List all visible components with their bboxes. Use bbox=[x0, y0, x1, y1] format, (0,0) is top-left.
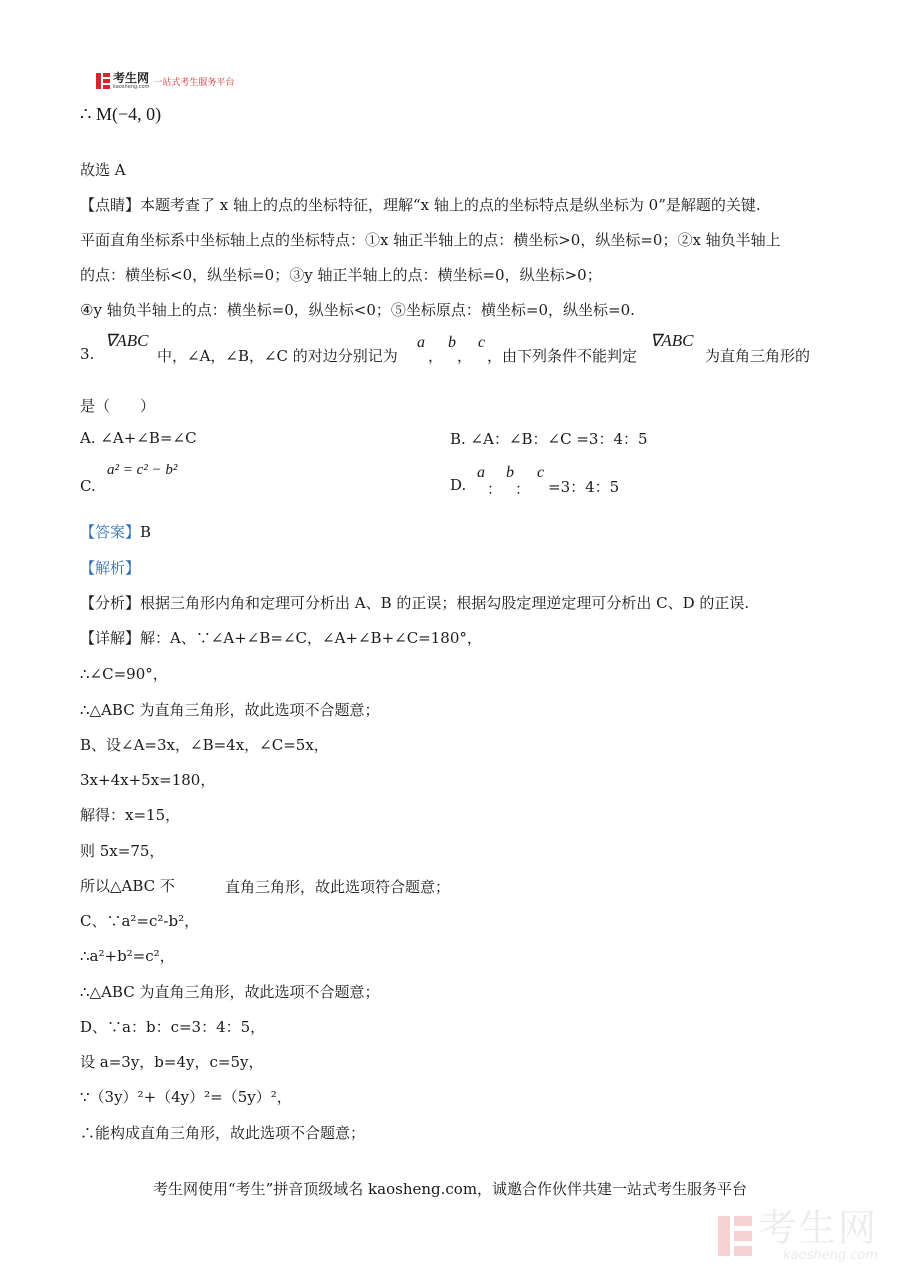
prev-choose: 故选 A bbox=[80, 161, 126, 179]
q3-option-c-label: C. bbox=[80, 477, 96, 495]
q3-option-b: B. ∠A：∠B：∠C =3：4：5 bbox=[450, 430, 648, 448]
q3-stem-2: ，由下列条件不能判定 bbox=[487, 347, 638, 365]
q3-triangle: ∇ABC bbox=[105, 331, 149, 350]
detail-line-14: ∵（3y）²+（4y）²=（5y）²， bbox=[80, 1088, 292, 1106]
watermark bbox=[718, 1208, 878, 1263]
detail-line-6: 解得：x=15， bbox=[80, 806, 181, 824]
answer-label: 【答案】 bbox=[80, 523, 141, 541]
q3-option-d-b: b bbox=[506, 464, 514, 481]
q3-stem-3: 为直角三角形的 bbox=[705, 347, 811, 365]
detail-line-10: ∴a²+b²=c²， bbox=[80, 947, 175, 965]
q3-option-c-math: a² = c² − b² bbox=[107, 462, 178, 478]
q3-option-d-colon-1: ： bbox=[487, 480, 503, 498]
watermark-domain: kaosheng.com bbox=[783, 1248, 878, 1263]
note-line-4: ④y 轴负半轴上的点：横坐标=0，纵坐标<0；⑤坐标原点：横坐标=0，纵坐标=0. bbox=[80, 301, 635, 319]
watermark-name: 考生网 bbox=[757, 1206, 878, 1250]
q3-side-b: b bbox=[448, 334, 456, 351]
detail-line-3: ∴△ABC 为直角三角形，故此选项不合题意； bbox=[80, 701, 380, 719]
logo-domain: kaosheng.com bbox=[113, 84, 150, 90]
detail-line-5: 3x+4x+5x=180， bbox=[80, 771, 216, 789]
detail-line-8b: 直角三角形，故此选项符合题意； bbox=[225, 878, 451, 896]
analysis-fenxi: 【分析】根据三角形内角和定理可分析出 A、B 的正误；根据勾股定理逆定理可分析出 C、D 的正误. bbox=[80, 594, 750, 612]
q3-option-d-colon-2: ： bbox=[515, 480, 531, 498]
q3-option-d-c: c bbox=[537, 464, 545, 481]
detail-line-2: ∴∠C=90°， bbox=[80, 665, 168, 683]
q3-stem-4: 是（ ） bbox=[80, 397, 156, 415]
detail-line-15: ∴能构成直角三角形，故此选项不合题意； bbox=[80, 1124, 366, 1142]
logo-name: 考生网 bbox=[113, 71, 150, 85]
q3-option-d-tail: =3：4：5 bbox=[548, 478, 620, 496]
detail-line-8a: 所以△ABC 不 bbox=[80, 877, 175, 895]
detail-line-11: ∴△ABC 为直角三角形，故此选项不合题意； bbox=[80, 983, 380, 1001]
q3-side-c: c bbox=[478, 334, 486, 351]
detail-line-4: B、设∠A=3x，∠B=4x，∠C=5x， bbox=[80, 736, 329, 754]
answer-value: B bbox=[140, 523, 152, 541]
answer-row bbox=[80, 522, 151, 542]
note-line-2: 平面直角坐标系中坐标轴上点的坐标特点：①x 轴正半轴上的点：横坐标>0，纵坐标=0；②x 轴负半轴上 bbox=[80, 231, 781, 249]
logo-slogan: 一站式考生服务平台 bbox=[153, 77, 235, 88]
q3-option-d-a: a bbox=[477, 464, 485, 481]
watermark-logo-icon bbox=[718, 1216, 752, 1256]
logo-icon bbox=[96, 73, 110, 89]
note-line-1: 【点睛】本题考查了 x 轴上的点的坐标特征，理解“x 轴上的点的坐标特点是纵坐标为 0”是解题的关键. bbox=[80, 196, 761, 214]
analysis-label: 【解析】 bbox=[80, 559, 141, 577]
q3-option-d-label: D. bbox=[450, 476, 467, 494]
q3-option-a: A. ∠A+∠B=∠C bbox=[80, 429, 197, 447]
q3-comma-1: ， bbox=[428, 347, 444, 365]
q3-stem-1: 中，∠A，∠B，∠C 的对边分别记为 bbox=[157, 347, 398, 365]
detail-line-9: C、∵a²=c²-b²， bbox=[80, 912, 200, 930]
q3-side-a: a bbox=[417, 334, 425, 351]
detail-line-1: 【详解】解：A、∵∠A+∠B=∠C，∠A+∠B+∠C=180°， bbox=[80, 629, 482, 647]
footer-text: 考生网使用“考生”拼音顶级域名 kaosheng.com，诚邀合作伙伴共建一站式考生服务平台 bbox=[152, 1180, 748, 1198]
detail-line-13: 设 a=3y，b=4y，c=5y， bbox=[80, 1053, 264, 1071]
header-logo bbox=[96, 72, 234, 90]
q3-triangle-2: ∇ABC bbox=[650, 331, 694, 350]
note-line-3: 的点：横坐标<0，纵坐标=0；③y 轴正半轴上的点：横坐标=0，纵坐标>0； bbox=[80, 266, 602, 284]
q3-number: 3. bbox=[80, 345, 95, 363]
detail-line-7: 则 5x=75， bbox=[80, 842, 165, 860]
detail-line-12: D、∵a：b：c=3：4：5， bbox=[80, 1018, 266, 1036]
m-point: ∴ M(−4, 0) bbox=[80, 104, 162, 124]
q3-comma-2: ， bbox=[457, 347, 473, 365]
